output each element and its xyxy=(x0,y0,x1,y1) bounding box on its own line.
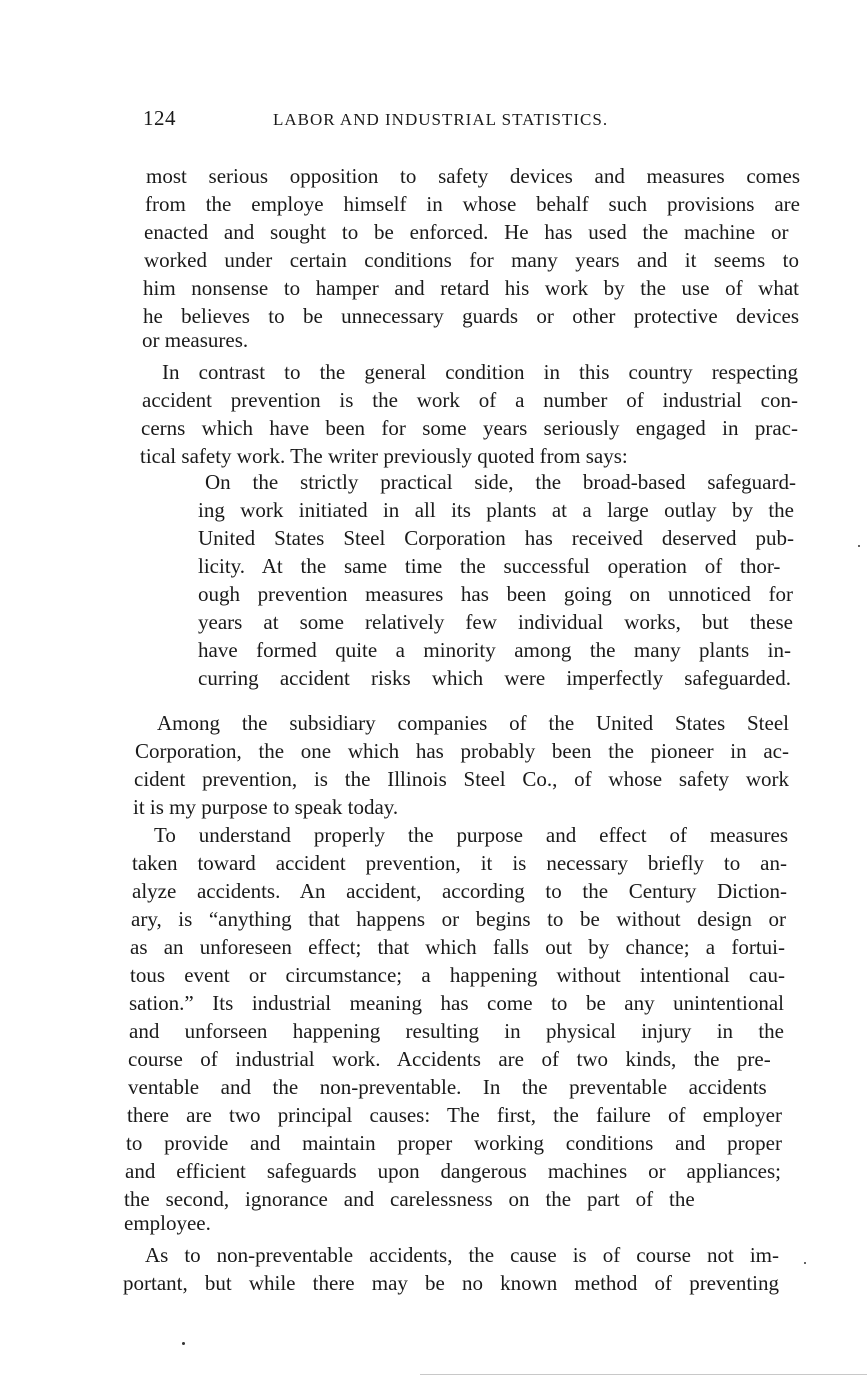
text-line: taken toward accident prevention, it is necessary briefly to an- xyxy=(132,851,787,875)
quote-line: have formed quite a minority among the many plants in- xyxy=(198,638,791,662)
text-line: him nonsense to hamper and retard his work by the use of what xyxy=(143,276,799,300)
quote-line: licity. At the same time the successful operation of thor- xyxy=(198,554,781,578)
text-line: tical safety work. The writer previously quoted from says: xyxy=(140,444,628,468)
quote-line: ough prevention measures has been going on unnoticed for xyxy=(198,582,793,606)
scan-speck xyxy=(804,1262,806,1264)
text-line: In contrast to the general condition in this country respecting xyxy=(162,360,798,384)
quote-line: On the strictly practical side, the broad-based safeguard- xyxy=(205,470,796,494)
text-line: employee. xyxy=(124,1211,211,1235)
quote-line: curring accident risks which were imperfectly safeguarded. xyxy=(198,666,791,690)
text-line: ary, is “anything that happens or begins to be without design or xyxy=(131,907,786,931)
text-line: As to non-preventable accidents, the cause is of course not im- xyxy=(145,1243,779,1267)
text-line: most serious opposition to safety devices and measures comes xyxy=(146,164,800,188)
scan-edge-line xyxy=(420,1374,867,1375)
text-line: the second, ignorance and carelessness on the part of the xyxy=(124,1187,695,1211)
quote-line: ing work initiated in all its plants at a large outlay by the xyxy=(198,498,794,522)
text-line: and unforseen happening resulting in physical injury in the xyxy=(129,1019,784,1043)
page-header xyxy=(143,106,673,136)
text-line: enacted and sought to be enforced. He has used the machine or xyxy=(144,220,789,244)
text-line: to provide and maintain proper working conditions and proper xyxy=(126,1131,782,1155)
running-title: LABOR AND INDUSTRIAL STATISTICS. xyxy=(273,110,609,129)
text-line: ventable and the non-preventable. In the preventable accidents xyxy=(128,1075,767,1099)
text-line: he believes to be unnecessary guards or other protective devices xyxy=(143,304,799,328)
text-line: Corporation, the one which has probably been the pioneer in ac- xyxy=(135,739,789,763)
text-line: tous event or circumstance; a happening without intentional cau- xyxy=(130,963,785,987)
text-line: from the employe himself in whose behalf such provisions are xyxy=(145,192,800,216)
text-line: accident prevention is the work of a number of industrial con- xyxy=(142,388,798,412)
text-line: portant, but while there may be no known method of preventing xyxy=(123,1271,779,1295)
scan-speck xyxy=(182,1342,185,1345)
text-line: and efficient safeguards upon dangerous machines or appliances; xyxy=(125,1159,781,1183)
scan-speck xyxy=(858,545,860,547)
text-line: sation.” Its industrial meaning has come to be any unintentional xyxy=(129,991,784,1015)
text-line: course of industrial work. Accidents are of two kinds, the pre- xyxy=(128,1047,771,1071)
text-line: there are two principal causes: The first, the failure of employer xyxy=(127,1103,782,1127)
text-line: Among the subsidiary companies of the United States Steel xyxy=(157,711,789,735)
page-number: 124 xyxy=(143,106,176,130)
text-line: alyze accidents. An accident, according to the Century Diction- xyxy=(132,879,787,903)
text-line: To understand properly the purpose and effect of measures xyxy=(154,823,788,847)
text-line: or measures. xyxy=(142,328,249,352)
text-line: cerns which have been for some years seriously engaged in prac- xyxy=(141,416,798,440)
text-line: worked under certain conditions for many years and it seems to xyxy=(144,248,799,272)
text-line: cident prevention, is the Illinois Steel Co., of whose safety work xyxy=(134,767,789,791)
quote-line: years at some relatively few individual works, but these xyxy=(198,610,793,634)
text-line: it is my purpose to speak today. xyxy=(133,795,399,819)
text-line: as an unforeseen effect; that which falls out by chance; a fortui- xyxy=(130,935,785,959)
quote-line: United States Steel Corporation has received deserved pub- xyxy=(198,526,794,550)
